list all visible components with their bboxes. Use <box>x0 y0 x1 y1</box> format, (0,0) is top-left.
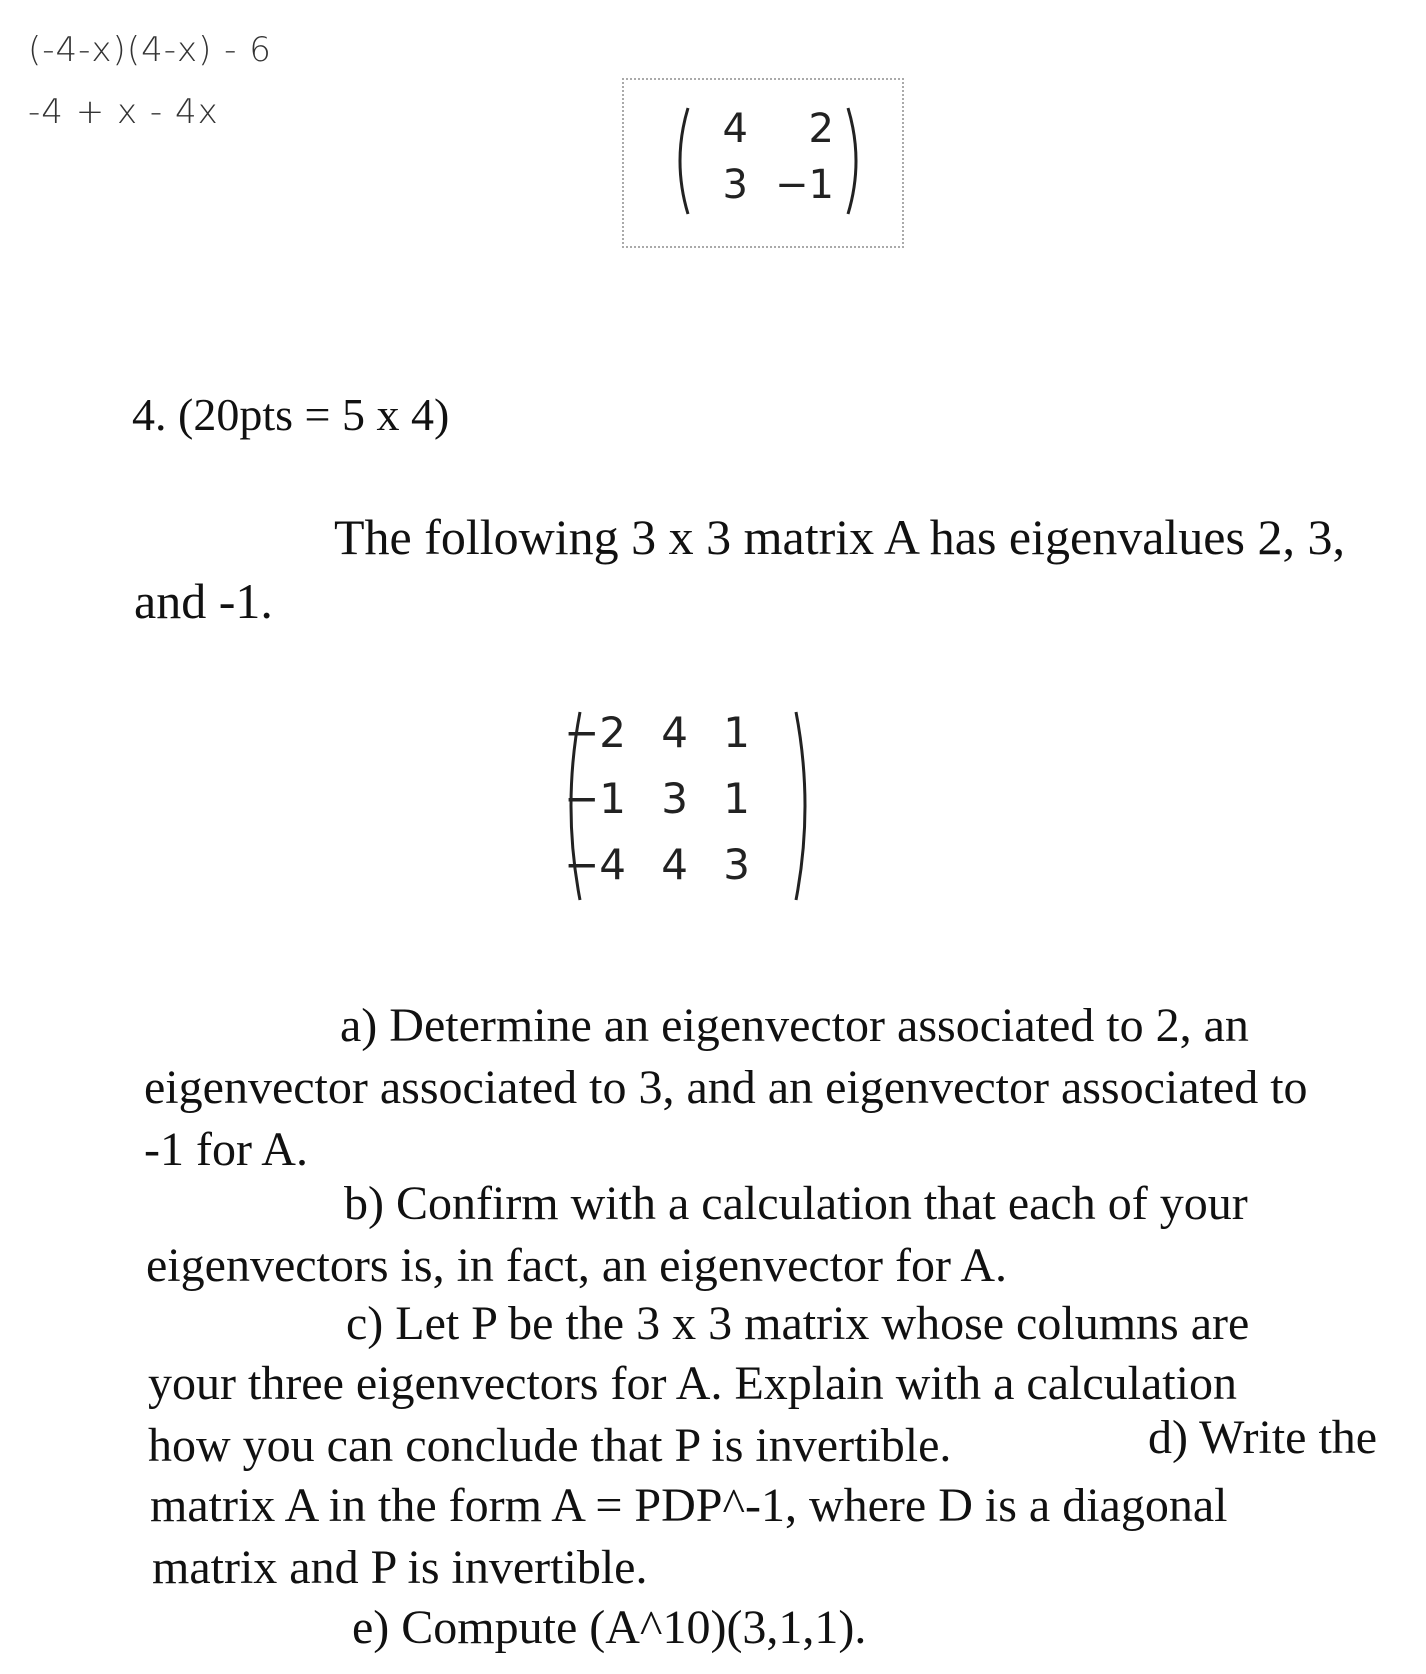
matrix-a-cell: −1 <box>564 774 626 823</box>
small-matrix-cell: 2 <box>808 106 834 152</box>
part-b-line-2: eigenvectors is, in fact, an eigenvector for A. <box>146 1239 1007 1292</box>
part-d-line-2: matrix A in the form A = PDP^-1, where D is a diagonal <box>150 1479 1228 1532</box>
matrix-a-right-paren <box>792 708 818 904</box>
small-matrix-cell: −1 <box>775 162 834 208</box>
part-c-line-1: c) Let P be the 3 x 3 matrix whose columns are <box>346 1297 1250 1350</box>
matrix-a-cell: 3 <box>723 840 750 889</box>
part-d-line-1: d) Write the <box>1148 1411 1378 1464</box>
matrix-a-cell: 4 <box>661 840 688 889</box>
problem-intro-line-1: The following 3 x 3 matrix A has eigenvalues 2, 3, <box>334 509 1345 565</box>
small-matrix-right-paren <box>844 104 868 218</box>
part-b-line-1: b) Confirm with a calculation that each of your <box>344 1177 1248 1230</box>
problem-header: 4. (20pts = 5 x 4) <box>132 389 450 440</box>
matrix-a-cell: 1 <box>723 774 750 823</box>
matrix-a-cell: 1 <box>723 708 750 757</box>
part-c-line-3: how you can conclude that P is invertible. <box>148 1419 952 1472</box>
part-a-line-2: eigenvector associated to 3, and an eigenvector associated to <box>144 1061 1308 1114</box>
matrix-a-cell: 4 <box>661 708 688 757</box>
handwritten-scratch-line-2: -4 + x - 4x <box>28 92 219 132</box>
part-a-line-1: a) Determine an eigenvector associated to 2, an <box>340 999 1249 1052</box>
matrix-a-cell: 3 <box>661 774 688 823</box>
matrix-a-cell: −4 <box>564 840 626 889</box>
part-c-line-2: your three eigenvectors for A. Explain with a calculation <box>148 1357 1237 1410</box>
handwritten-scratch-line-1: (-4-x)(4-x) - 6 <box>28 30 272 70</box>
small-matrix-cell: 4 <box>722 106 748 152</box>
matrix-a-cell: −2 <box>564 708 626 757</box>
part-d-line-3: matrix and P is invertible. <box>152 1541 648 1594</box>
small-matrix <box>668 104 868 218</box>
small-matrix-cell: 3 <box>722 162 748 208</box>
part-e-line-1: e) Compute (A^10)(3,1,1). <box>352 1601 867 1654</box>
matrix-a <box>558 708 818 904</box>
part-a-line-3: -1 for A. <box>144 1123 308 1176</box>
problem-intro-line-2: and -1. <box>134 573 273 629</box>
